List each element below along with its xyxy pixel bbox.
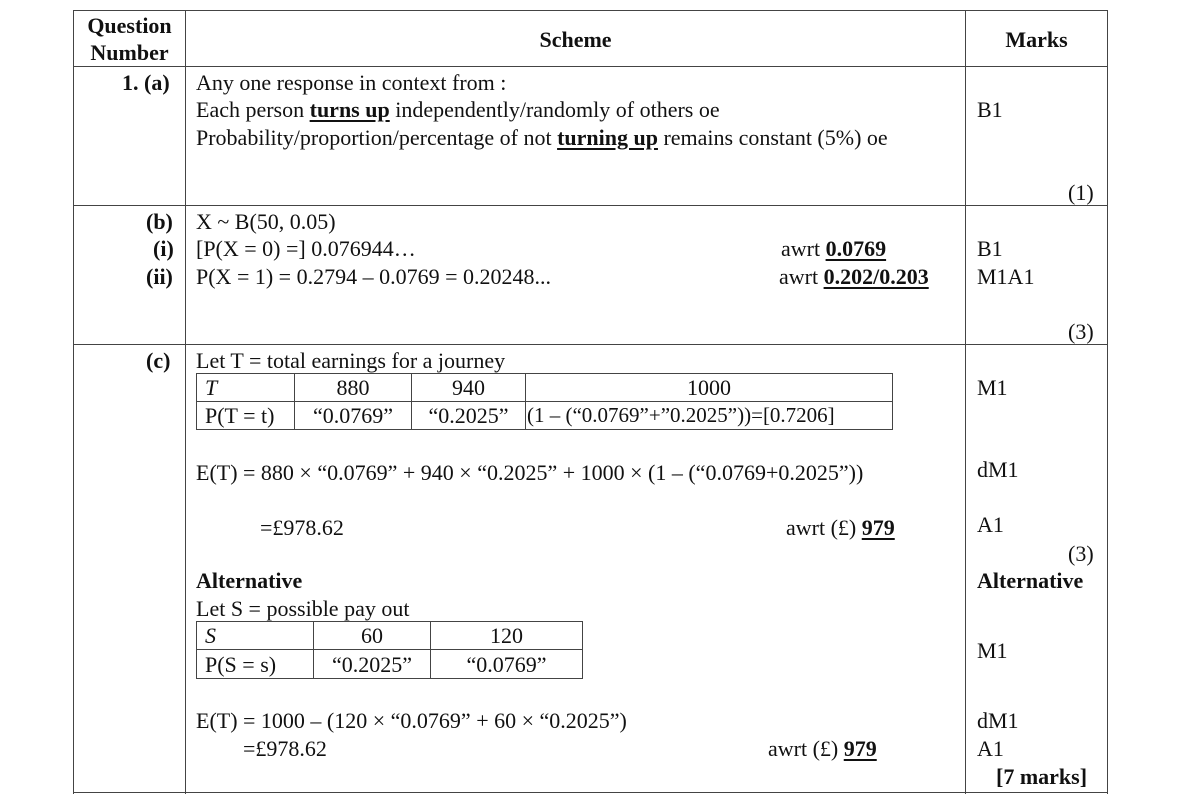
part-a-total: (1)	[1068, 180, 1094, 205]
header-marks: Marks	[1005, 27, 1068, 52]
part-b-distribution: X ~ B(50, 0.05)	[196, 209, 336, 234]
table2-cell-r1c1: S	[205, 623, 216, 648]
table-top-border	[73, 10, 1108, 11]
part-b-label: (b)	[146, 209, 173, 234]
table2-bottom	[196, 678, 583, 679]
table1-cell-r2c2: “0.0769”	[312, 403, 394, 428]
part-a-label: 1. (a)	[122, 70, 170, 95]
part-b-i-mark: B1	[977, 236, 1003, 261]
alternative-result-mark: A1	[977, 736, 1004, 761]
table1-cell-r2c1: P(T = t)	[205, 403, 275, 428]
table1-cell-r1c1: T	[205, 375, 218, 400]
part-c-label: (c)	[146, 348, 171, 373]
table-left-border	[73, 10, 74, 794]
part-b-ii-working: P(X = 1) = 0.2794 – 0.0769 = 0.20248...	[196, 264, 551, 289]
header-bottom-border	[73, 66, 1108, 67]
table1-col0	[196, 373, 197, 430]
part-b-ii-mark: M1A1	[977, 264, 1035, 289]
part-c-intro: Let T = total earnings for a journey	[196, 348, 506, 373]
alternative-expectation: E(T) = 1000 – (120 × “0.0769” + 60 × “0.2025”)	[196, 708, 627, 733]
alternative-heading: Alternative	[196, 568, 303, 593]
marks-column-divider	[965, 10, 966, 794]
alternative-result-answer: awrt (£) 979	[768, 736, 877, 761]
table1-top	[196, 373, 893, 374]
table1-cell-r2c3: “0.2025”	[428, 403, 509, 428]
table2-cell-r1c3: 120	[490, 623, 523, 648]
part-c-table-mark: M1	[977, 375, 1008, 400]
table1-col4	[892, 373, 893, 430]
part-b-ii-answer: awrt 0.202/0.203	[779, 264, 929, 289]
grand-total-marks: [7 marks]	[996, 764, 1088, 789]
table1-cell-r1c4: 1000	[687, 375, 731, 400]
part-a-line1: Any one response in context from :	[196, 70, 507, 95]
part-b-total: (3)	[1068, 319, 1094, 344]
table1-cell-r2c4: (1 – (“0.0769”+”0.2025”))=[0.7206]	[527, 403, 835, 427]
part-a-mark: B1	[977, 97, 1003, 122]
alternative-table-mark: M1	[977, 638, 1008, 663]
header-question-line1: Question	[87, 13, 172, 38]
part-c-result-mark: A1	[977, 512, 1004, 537]
table2-top	[196, 621, 583, 622]
header-scheme: Scheme	[539, 27, 612, 52]
header-question-line2: Number	[90, 40, 169, 65]
part-c-expectation: E(T) = 880 × “0.0769” + 940 × “0.2025” + 1000 × (1 – (“0.0769+0.2025”))	[196, 460, 864, 485]
part-b-i-label: (i)	[153, 236, 174, 261]
alternative-marks-heading: Alternative	[977, 568, 1084, 593]
part-c-result: =£978.62	[260, 515, 344, 540]
table2-cell-r2c3: “0.0769”	[466, 652, 547, 677]
question-column-divider	[185, 10, 186, 794]
row-c-bottom-border	[73, 792, 1108, 793]
part-c-total: (3)	[1068, 541, 1094, 566]
table2-cell-r1c2: 60	[361, 623, 383, 648]
table2-col3	[582, 621, 583, 679]
part-a-line3: Probability/proportion/percentage of not turning up remains constant (5%) oe	[196, 125, 888, 150]
alternative-expectation-mark: dM1	[977, 708, 1019, 733]
part-c-expectation-mark: dM1	[977, 457, 1019, 482]
row-a-bottom-border	[73, 205, 1108, 206]
part-a-line2: Each person turns up independently/randomly of others oe	[196, 97, 720, 122]
part-b-ii-label: (ii)	[146, 264, 173, 289]
table1-bottom	[196, 429, 893, 430]
table1-mid	[196, 401, 893, 402]
part-b-i-working: [P(X = 0) =] 0.076944…	[196, 236, 416, 261]
row-b-bottom-border	[73, 344, 1108, 345]
part-b-i-answer: awrt 0.0769	[781, 236, 887, 261]
table2-mid	[196, 649, 583, 650]
table1-cell-r1c2: 880	[336, 375, 370, 400]
alternative-intro: Let S = possible pay out	[196, 596, 410, 621]
table2-cell-r2c2: “0.2025”	[331, 652, 413, 677]
table-right-border	[1107, 10, 1108, 794]
alternative-result: =£978.62	[243, 736, 327, 761]
part-c-result-answer: awrt (£) 979	[786, 515, 895, 540]
table1-cell-r1c3: 940	[452, 375, 485, 400]
table2-col0	[196, 621, 197, 679]
table2-cell-r2c1: P(S = s)	[205, 652, 277, 677]
